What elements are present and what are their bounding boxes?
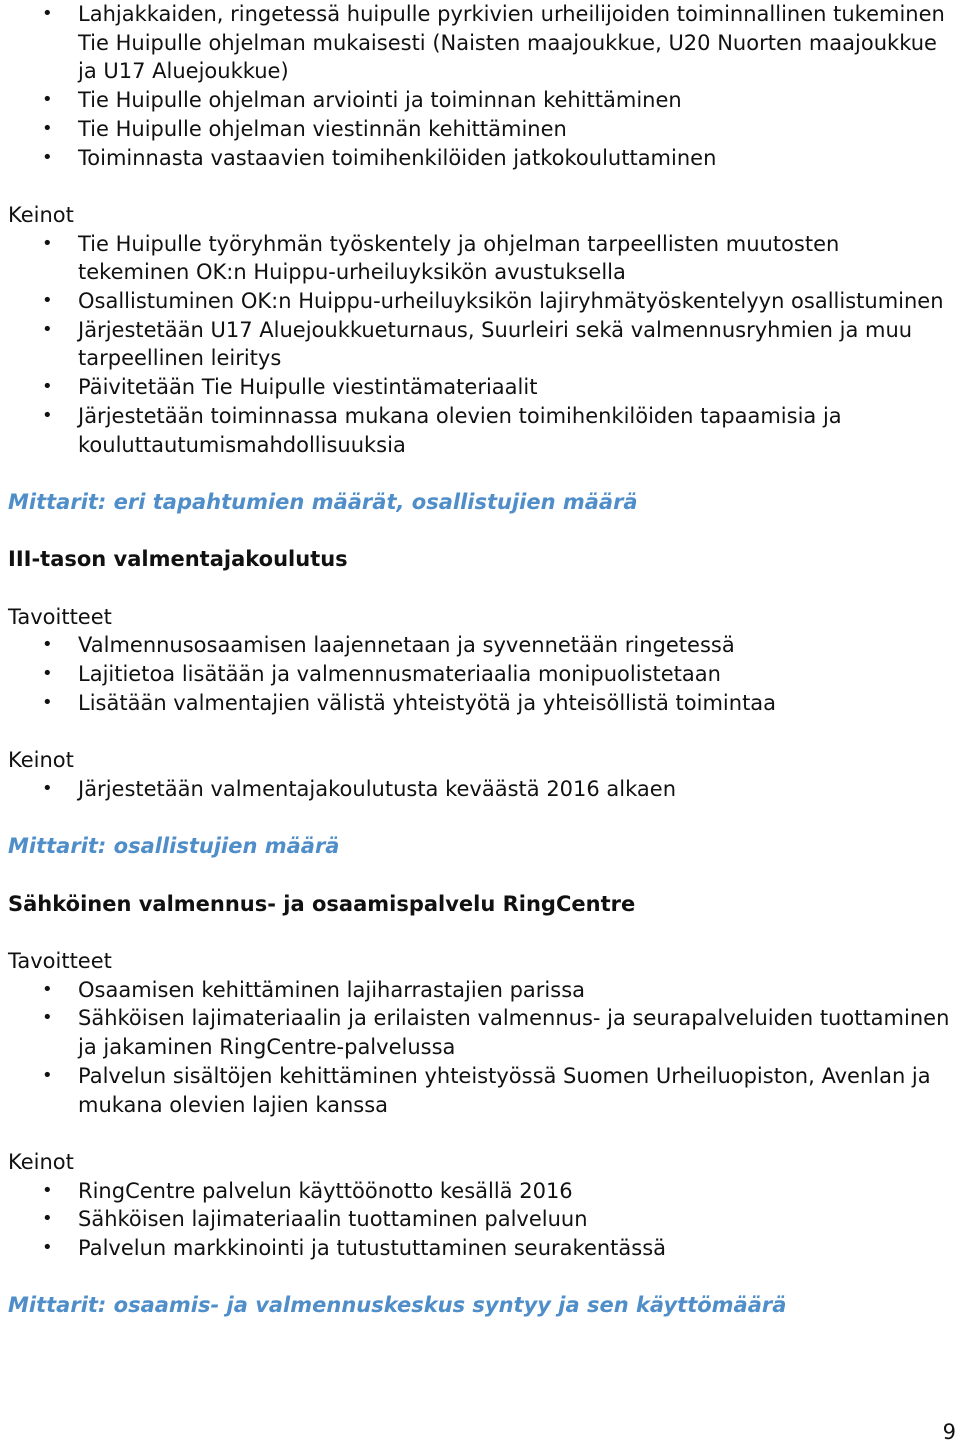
list-item-text: Sähköisen lajimateriaalin tuottaminen palveluun	[78, 1207, 588, 1232]
tavoitteet-list-3	[8, 976, 952, 1120]
page-number: 9	[942, 1420, 956, 1444]
metric-text-1: Mittarit: eri tapahtumien määrät, osallistujien määrä	[8, 489, 638, 514]
list-item-text: Lajitietoa lisätään ja valmennusmateriaalia monipuolistetaan	[78, 662, 721, 687]
list-item	[8, 402, 952, 459]
list-item-text: Päivitetään Tie Huipulle viestintämateriaalit	[78, 375, 538, 400]
spacer	[8, 459, 952, 488]
list-item	[8, 689, 952, 718]
list-item-text: Tie Huipulle työryhmän työskentely ja ohjelman tarpeellisten muutosten tekeminen OK:n Huippu-urheiluyksikön avustuksella	[78, 231, 840, 285]
keinot-label: Keinot	[8, 1149, 74, 1174]
tavoitteet-label: Tavoitteet	[8, 604, 112, 629]
spacer	[8, 517, 952, 546]
list-item	[8, 287, 952, 316]
metric-text-3: Mittarit: osaamis- ja valmennuskeskus syntyy ja sen käyttömäärä	[8, 1293, 787, 1318]
keinot-list-1	[8, 230, 952, 460]
tavoitteet-list-2	[8, 631, 952, 717]
spacer	[8, 717, 952, 746]
list-item-text: Järjestetään toiminnassa mukana olevien toimihenkilöiden tapaamisia ja kouluttautumismahdollisuuksia	[78, 403, 842, 457]
section-title-ringcentre: Sähköinen valmennus- ja osaamispalvelu RingCentre	[8, 891, 636, 916]
list-item	[8, 660, 952, 689]
list-item	[8, 1234, 952, 1263]
list-item	[8, 86, 952, 115]
keinot-list-3	[8, 1177, 952, 1263]
list-item	[8, 1177, 952, 1206]
list-item-text: Tie Huipulle ohjelman arviointi ja toiminnan kehittäminen	[78, 88, 682, 113]
list-item-text: Palvelun sisältöjen kehittäminen yhteistyössä Suomen Urheiluopiston, Avenlan ja mukana olevien lajien kanssa	[78, 1063, 931, 1117]
spacer	[8, 861, 952, 890]
list-item-text: Lahjakkaiden, ringetessä huipulle pyrkivien urheilijoiden toiminnallinen tukeminen Tie Huipulle ohjelman mukaisesti (Naisten maajoukkue, U20 Nuorten maajoukkue ja U17 Aluejoukkue)	[78, 2, 945, 84]
list-item-text: Osallistuminen OK:n Huippu-urheiluyksikön lajiryhmätyöskentelyyn osallistuminen	[78, 289, 944, 313]
list-item-text: Lisätään valmentajien välistä yhteistyötä ja yhteisöllistä toimintaa	[78, 690, 777, 715]
list-item	[8, 115, 952, 144]
list-item-text: Sähköisen lajimateriaalin ja erilaisten valmennus- ja seurapalveluiden tuottaminen ja jakaminen RingCentre-palvelussa	[78, 1006, 950, 1060]
spacer	[8, 172, 952, 201]
list-item	[8, 144, 952, 173]
spacer	[8, 1263, 952, 1292]
list-item	[8, 316, 952, 373]
spacer	[8, 804, 952, 833]
objectives-list-1	[8, 0, 952, 172]
list-item	[8, 1205, 952, 1234]
tavoitteet-label: Tavoitteet	[8, 949, 112, 974]
list-item-text: Tie Huipulle ohjelman viestinnän kehittäminen	[78, 116, 567, 141]
keinot-label: Keinot	[8, 748, 74, 773]
list-item-text: Järjestetään U17 Aluejoukkueturnaus, Suurleiri sekä valmennusryhmien ja muu tarpeellinen leiritys	[78, 317, 913, 371]
list-item-text: RingCentre palvelun käyttöönotto kesällä 2016	[78, 1178, 573, 1203]
list-item-text: Järjestetään valmentajakoulutusta keväästä 2016 alkaen	[78, 776, 677, 801]
list-item-text: Toiminnasta vastaavien toimihenkilöiden jatkokouluttaminen	[78, 145, 717, 170]
section-title-valmentajakoulutus: III-tason valmentajakoulutus	[8, 547, 348, 572]
list-item	[8, 1004, 952, 1061]
list-item-text: Palvelun markkinointi ja tutustuttaminen seurakentässä	[78, 1236, 667, 1261]
metric-text-2: Mittarit: osallistujien määrä	[8, 834, 340, 859]
document-page	[8, 0, 952, 1320]
list-item	[8, 976, 952, 1005]
keinot-label: Keinot	[8, 202, 74, 227]
list-item	[8, 230, 952, 287]
spacer	[8, 574, 952, 603]
list-item	[8, 1062, 952, 1119]
list-item	[8, 0, 952, 86]
keinot-list-2	[8, 775, 952, 804]
list-item-text: Osaamisen kehittäminen lajiharrastajien parissa	[78, 977, 586, 1002]
list-item	[8, 373, 952, 402]
spacer	[8, 918, 952, 947]
list-item	[8, 631, 952, 660]
list-item-text: Valmennusosaamisen laajennetaan ja syvennetään ringetessä	[78, 633, 735, 658]
spacer	[8, 1119, 952, 1148]
list-item	[8, 775, 952, 804]
